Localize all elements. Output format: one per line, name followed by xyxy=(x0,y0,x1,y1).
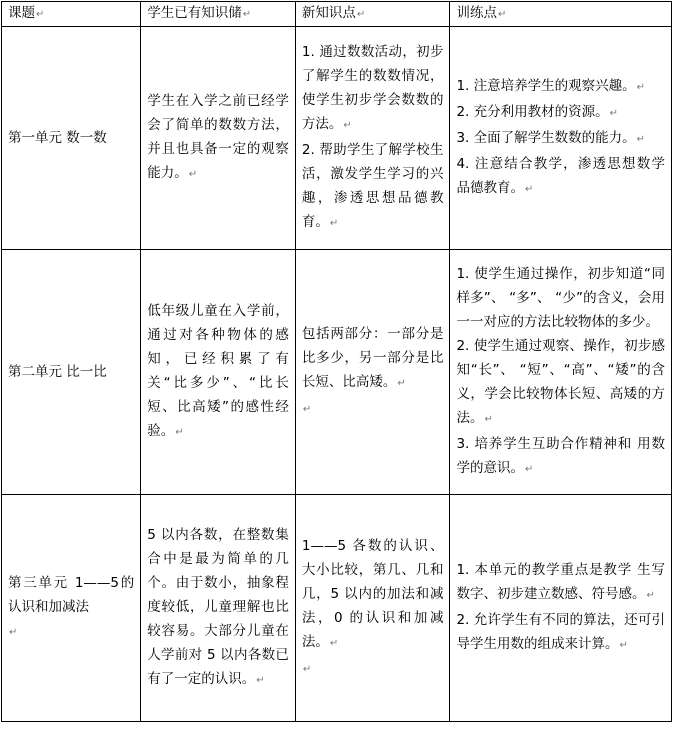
table-row xyxy=(2,495,672,722)
header-training-points: 训练点↵ xyxy=(450,2,672,27)
table-row xyxy=(2,27,672,250)
new-cell: 包括两部分：一部分是比多少，另一部分是比长短、比高矮。↵ ↵ xyxy=(295,250,450,495)
table-row xyxy=(2,250,672,495)
prior-cell: 5 以内各数，在整数集合中是最为简单的几个。由于数小，抽象程度较低，儿童理解也比较容易。大部分儿童在人学前对 5 以内各数已有了一定的认识。↵ xyxy=(141,495,296,722)
training-cell: 1. 注意培养学生的观察兴趣。↵ 2. 充分利用教材的资源。↵ 3. 全面了解学生数数的能力。↵ 4. 注意结合教学，渗透思想数学 品德教育。↵ xyxy=(450,27,672,250)
topic-cell: 第一单元 数一数 xyxy=(2,27,141,250)
new-cell: 1. 通过数数活动，初步了解学生的数数情况，使学生初步学会数数的方法。↵ 2. 帮助学生了解学校生活，激发学生学习的兴趣，渗透思想品德教育。↵ xyxy=(295,27,450,250)
prior-cell: 学生在入学之前已经学会了简单的数数方法，并且也具备一定的观察能力。↵ xyxy=(141,27,296,250)
training-cell: 1. 本单元的教学重点是教学 生写数字、初步建立数感、符号感。↵ 2. 允许学生有不同的算法，还可引导学生用数的组成来计算。↵ xyxy=(450,495,672,722)
topic-cell: 第三单元 1——5的认识和加减法 ↵ xyxy=(2,495,141,722)
header-topic: 课题↵ xyxy=(2,2,141,27)
training-cell: 1. 使学生通过操作，初步知道“同样多”、 “多”、 “少”的含义，会用一一对应的方法比较物体的多少。 2. 使学生通过观察、操作，初步感知“长”、 “短”、“高”、“矮”的含义，学会比较物体长短、高矮的方法。↵ 3. 培养学生互助合作精神和 用数学的意识。↵ xyxy=(450,250,672,495)
header-row xyxy=(2,2,672,27)
new-cell: 1——5 各数的认识、大小比较，第几、几和几，5 以内的加法和减法，0 的认识和加减法。↵ ↵ xyxy=(295,495,450,722)
prior-cell: 低年级儿童在入学前，通过对各种物体的感知，已经积累了有关“比多少”、“比长短、比高矮”的感性经验。↵ xyxy=(141,250,296,495)
header-new-knowledge: 新知识点↵ xyxy=(295,2,450,27)
topic-cell: 第二单元 比一比 xyxy=(2,250,141,495)
curriculum-table xyxy=(1,1,672,722)
header-prior-knowledge: 学生已有知识储↵ xyxy=(141,2,296,27)
